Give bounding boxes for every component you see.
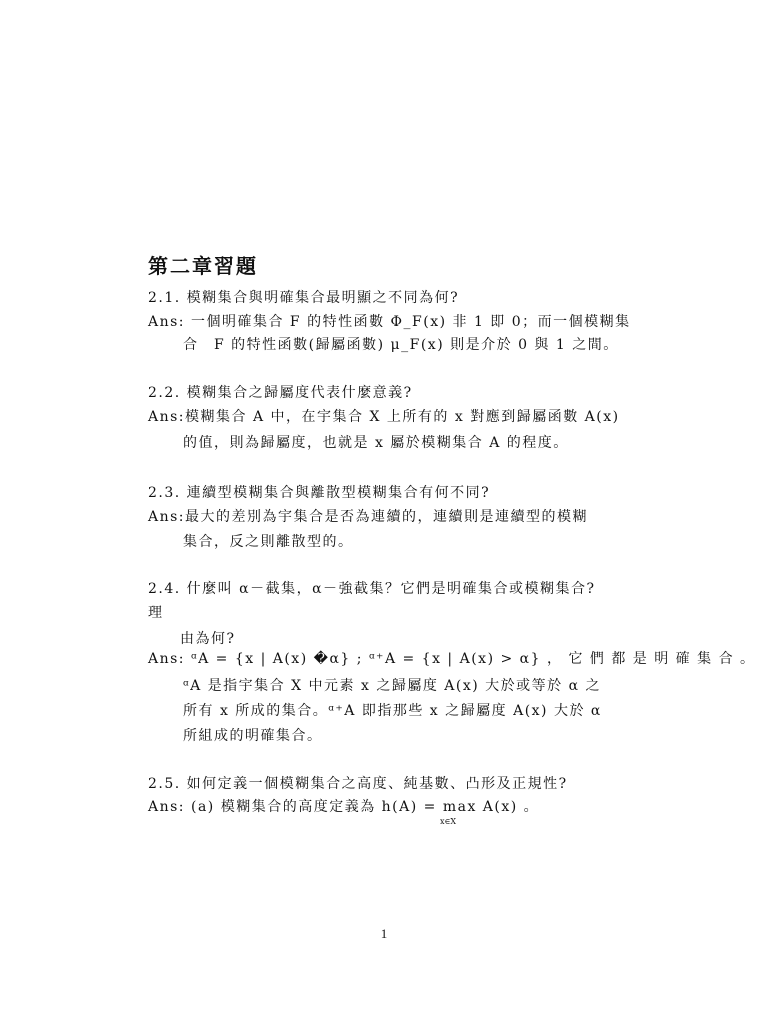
answer-2-5-line-1: Ans: (a) 模糊集合的高度定義為 h(A) = max A(x) 。: [148, 799, 540, 815]
chapter-title: 第二章習題: [148, 254, 258, 278]
question-2-4-line-3: 由為何?: [180, 631, 236, 647]
answer-2-4-line-1: Ans: ᵅA = {x | A(x) �α} ; ᵅ⁺A = {x | A(x) > α} ， 它 們 都 是 明 確 集 合 。: [148, 651, 756, 667]
answer-2-2-line-2: 的值，則為歸屬度，也就是 x 屬於模糊集合 A 的程度。: [183, 435, 569, 451]
max-subscript: x∈X: [440, 817, 457, 826]
answer-2-3-line-1: Ans:最大的差別為宇集合是否為連續的，連續則是連續型的模糊: [148, 509, 589, 525]
question-2-2: 2.2. 模糊集合之歸屬度代表什麼意義?: [148, 385, 413, 401]
question-2-4-line-1: 2.4. 什麼叫 α－截集，α－強截集？它們是明確集合或模糊集合?: [148, 581, 596, 597]
question-2-4-line-2: 理: [148, 605, 164, 621]
question-2-1: 2.1. 模糊集合與明確集合最明顯之不同為何?: [148, 290, 460, 306]
answer-2-2-line-1: Ans:模糊集合 A 中，在宇集合 X 上所有的 x 對應到歸屬函數 A(x): [148, 409, 620, 425]
page-number: 1: [380, 926, 388, 941]
answer-2-4-line-3: 所有 x 所成的集合。ᵅ⁺A 即指那些 x 之歸屬度 A(x) 大於 α: [183, 703, 602, 719]
answer-2-3-line-2: 集合，反之則離散型的。: [183, 534, 354, 550]
question-2-5: 2.5. 如何定義一個模糊集合之高度、純基數、凸形及正規性?: [148, 776, 568, 792]
answer-2-1-line-2: 合 F 的特性函數(歸屬函數) μ_F(x) 則是介於 0 與 1 之間。: [183, 337, 619, 353]
answer-2-4-line-4: 所組成的明確集合。: [183, 728, 323, 744]
answer-2-1-line-1: Ans: 一個明確集合 F 的特性函數 Φ_F(x) 非 1 即 0；而一個模糊集: [148, 314, 631, 330]
question-2-3: 2.3. 連續型模糊集合與離散型模糊集合有何不同?: [148, 485, 491, 501]
answer-2-4-line-2: ᵅA 是指宇集合 X 中元素 x 之歸屬度 A(x) 大於或等於 α 之: [183, 678, 602, 694]
